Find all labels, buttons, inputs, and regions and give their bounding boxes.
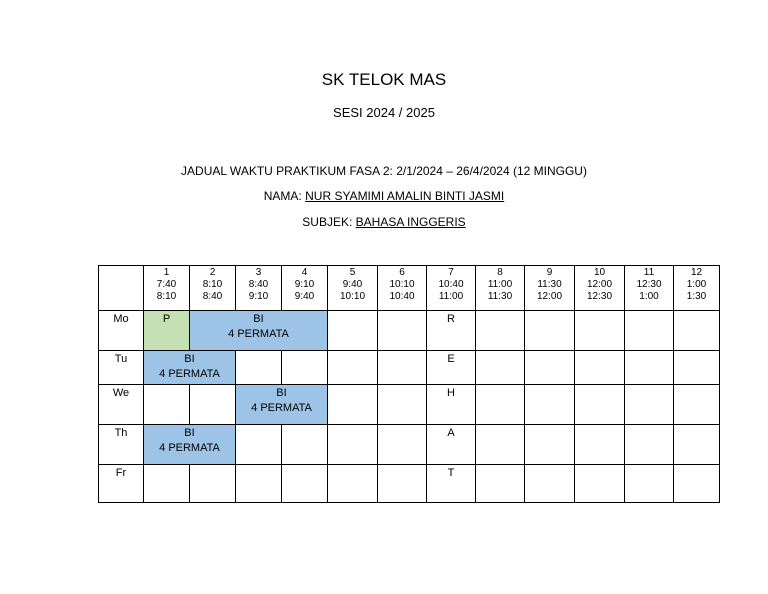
lesson-cell-bi: BI 4 PERMATA — [236, 385, 328, 425]
empty-cell — [476, 385, 525, 425]
subject-value: BAHASA INGGERIS — [355, 215, 466, 229]
period-header: 12 1:00 1:30 — [674, 266, 720, 311]
empty-cell — [378, 465, 427, 503]
empty-cell — [525, 351, 575, 385]
empty-cell — [282, 425, 328, 465]
name-value: NUR SYAMIMI AMALIN BINTI JASMI — [305, 189, 505, 203]
schedule-title: JADUAL WAKTU PRAKTIKUM FASA 2: 2/1/2024 – 26/4/2024 (12 MINGGU) — [181, 164, 587, 178]
empty-cell — [328, 351, 378, 385]
empty-cell — [378, 311, 427, 351]
empty-cell — [190, 465, 236, 503]
subject-label: SUBJEK: — [302, 215, 353, 229]
empty-cell — [674, 385, 720, 425]
day-row-friday — [99, 465, 720, 503]
empty-cell — [144, 385, 190, 425]
empty-cell — [236, 425, 282, 465]
day-label: Fr — [99, 465, 144, 503]
period-header: 8 11:00 11:30 — [476, 266, 525, 311]
empty-cell — [525, 425, 575, 465]
period-header: 10 12:00 12:30 — [575, 266, 625, 311]
empty-cell — [190, 385, 236, 425]
empty-cell — [625, 351, 674, 385]
school-name: SK TELOK MAS — [321, 70, 447, 89]
empty-cell — [674, 465, 720, 503]
lesson-cell-bi: BI 4 PERMATA — [144, 351, 236, 385]
empty-cell — [625, 425, 674, 465]
empty-cell — [674, 351, 720, 385]
empty-cell — [575, 425, 625, 465]
period-header: 9 11:30 12:00 — [525, 266, 575, 311]
break-letter: H — [427, 385, 476, 425]
day-row-wednesday — [99, 385, 720, 425]
break-letter: T — [427, 465, 476, 503]
empty-cell — [525, 311, 575, 351]
empty-cell — [328, 425, 378, 465]
day-label: Mo — [99, 311, 144, 351]
empty-cell — [282, 465, 328, 503]
period-header: 1 7:40 8:10 — [144, 266, 190, 311]
period-header: 7 10:40 11:00 — [427, 266, 476, 311]
lesson-cell-bi: BI 4 PERMATA — [190, 311, 328, 351]
empty-cell — [328, 385, 378, 425]
session-label: SESI 2024 / 2025 — [333, 105, 435, 120]
break-letter: A — [427, 425, 476, 465]
empty-cell — [674, 311, 720, 351]
period-header: 5 9:40 10:10 — [328, 266, 378, 311]
empty-cell — [144, 465, 190, 503]
corner-cell — [99, 266, 144, 311]
timetable — [98, 265, 720, 503]
day-row-monday — [99, 311, 720, 351]
empty-cell — [575, 465, 625, 503]
period-header: 11 12:30 1:00 — [625, 266, 674, 311]
empty-cell — [328, 311, 378, 351]
empty-cell — [525, 465, 575, 503]
empty-cell — [476, 465, 525, 503]
lesson-cell-p: P — [144, 311, 190, 351]
day-label: Tu — [99, 351, 144, 385]
empty-cell — [674, 425, 720, 465]
subject-line — [0, 215, 768, 229]
period-header: 4 9:10 9:40 — [282, 266, 328, 311]
empty-cell — [378, 385, 427, 425]
day-row-tuesday — [99, 351, 720, 385]
empty-cell — [378, 425, 427, 465]
empty-cell — [625, 385, 674, 425]
lesson-cell-bi: BI 4 PERMATA — [144, 425, 236, 465]
day-label: We — [99, 385, 144, 425]
empty-cell — [236, 351, 282, 385]
period-header: 3 8:40 9:10 — [236, 266, 282, 311]
break-letter: R — [427, 311, 476, 351]
empty-cell — [476, 351, 525, 385]
day-row-thursday — [99, 425, 720, 465]
empty-cell — [625, 465, 674, 503]
empty-cell — [476, 311, 525, 351]
empty-cell — [282, 351, 328, 385]
student-name-line — [0, 189, 768, 203]
name-label: NAMA: — [263, 189, 302, 203]
empty-cell — [476, 425, 525, 465]
empty-cell — [525, 385, 575, 425]
header-row — [99, 266, 720, 311]
empty-cell — [378, 351, 427, 385]
break-letter: E — [427, 351, 476, 385]
empty-cell — [575, 311, 625, 351]
empty-cell — [625, 311, 674, 351]
day-label: Th — [99, 425, 144, 465]
period-header: 6 10:10 10:40 — [378, 266, 427, 311]
empty-cell — [236, 465, 282, 503]
empty-cell — [575, 351, 625, 385]
period-header: 2 8:10 8:40 — [190, 266, 236, 311]
empty-cell — [328, 465, 378, 503]
empty-cell — [575, 385, 625, 425]
